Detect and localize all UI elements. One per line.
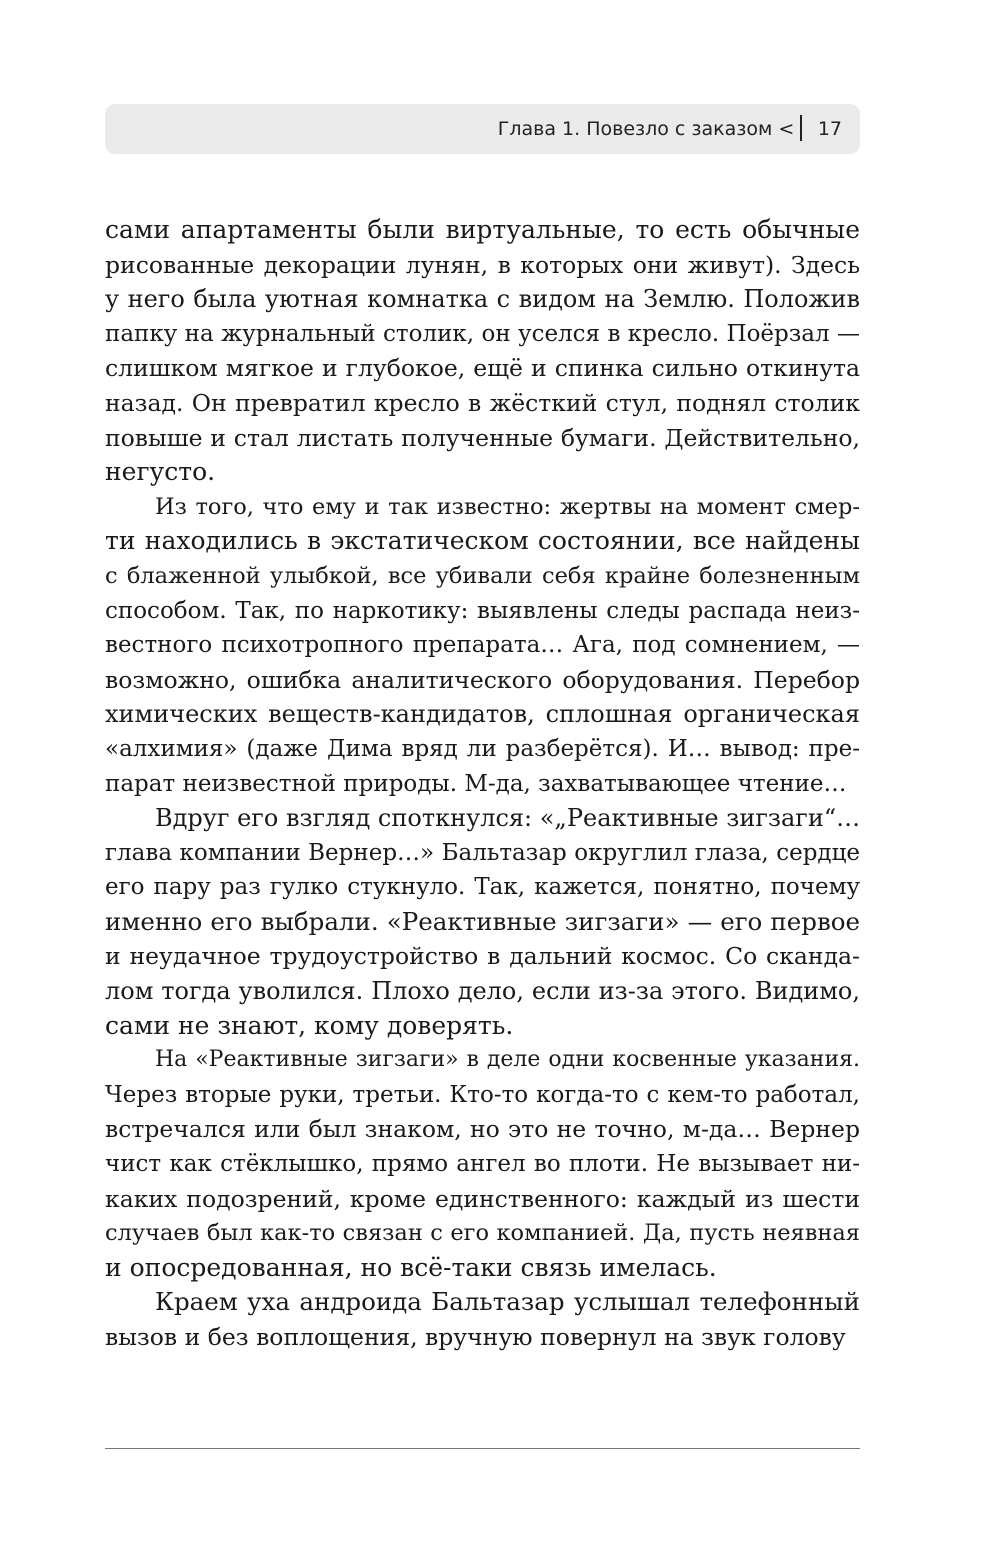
text-line: Вдруг его взгляд споткнулся: «„Реактивные зигзаги“… [155,804,861,833]
page-number: 17 [817,118,842,140]
text-line: Через вторые руки, третьи. Кто-то когда-то с кем-то работал, [105,1081,860,1108]
text-line: вызов и без воплощения, вручную повернул на звук голову [105,1323,846,1351]
text-line: назад. Он превратил кресло в жёсткий стул, поднял столик [105,388,860,417]
text-line: парат неизвестной природы. М-да, захватывающее чтение… [105,770,847,797]
text-line: химических веществ-кандидатов, сплошная органическая [105,700,860,729]
running-header [105,104,860,154]
text-line: вестного психотропного препарата… Ага, под сомнением, — [105,632,860,659]
text-line: «алхимия» (даже Дима вряд ли разберётся). И… вывод: пре- [105,735,860,762]
running-header-text [498,104,842,154]
text-line: каких подозрений, кроме единственного: каждый из шести [105,1184,860,1213]
text-line: лом тогда уволился. Плохо дело, если из-за этого. Видимо, [105,977,860,1006]
text-line: папку на журнальный столик, он уселся в кресло. Поёрзал — [105,320,860,347]
body-text [105,213,860,1355]
header-separator [800,115,802,141]
text-line: случаев был как-то связан с его компанией. Да, пусть неявная [105,1220,860,1247]
text-line: с блаженной улыбкой, все убивали себя крайне болезненным [105,562,860,589]
text-line: именно его выбрали. «Реактивные зигзаги» — его первое [105,906,860,936]
text-line: На «Реактивные зигзаги» в деле одни косвенные указания. [155,1047,860,1073]
text-line: Краем уха андроида Бальтазар услышал телефонный [155,1287,860,1317]
text-line: у него была уютная комнатка с видом на Землю. Положив [105,285,860,314]
paragraph [105,801,860,1043]
paragraph [105,213,860,490]
text-line: его пару раз гулко стукнуло. Так, кажется, понятно, почему [105,874,860,901]
text-line: способом. Так, по наркотику: выявлены следы распада неиз- [105,597,860,624]
text-line: Из того, что ему и так известно: жертвы на момент смер- [155,493,860,520]
text-line: и опосредованная, но всё-таки связь имелась. [105,1252,717,1282]
text-line: и неудачное трудоустройство в дальний космос. Со скандa- [105,942,860,971]
text-line: сами апартаменты были виртуальные, то есть обычные [105,215,860,244]
paragraph [105,1285,860,1354]
text-line: чист как стёклышко, прямо ангел во плоти. Не вызывает ни- [105,1151,860,1178]
text-line: ти находились в экстатическом состоянии, все найдены [105,526,860,556]
text-line: негусто. [105,457,216,487]
footer-rule [105,1448,860,1449]
text-line: рисованные декорации лунян, в которых они живут). Здесь [105,250,860,279]
text-line: глава компании Вернер…» Бальтазар округлил глаза, сердце [105,839,860,866]
paragraph [105,1043,860,1285]
text-line: сами не знают, кому доверять. [105,1010,514,1040]
paragraph [105,490,860,801]
chapter-title: Глава 1. Повезло с заказом < [497,118,795,140]
text-line: повыше и стал листать полученные бумаги. Действительно, [105,423,860,452]
text-line: возможно, ошибка аналитического оборудования. Перебор [105,665,860,694]
text-line: слишком мягкое и глубокое, ещё и спинка сильно откинута [105,354,860,383]
text-line: встречался или был знаком, но это не точно, м-да… Вернер [105,1115,860,1144]
